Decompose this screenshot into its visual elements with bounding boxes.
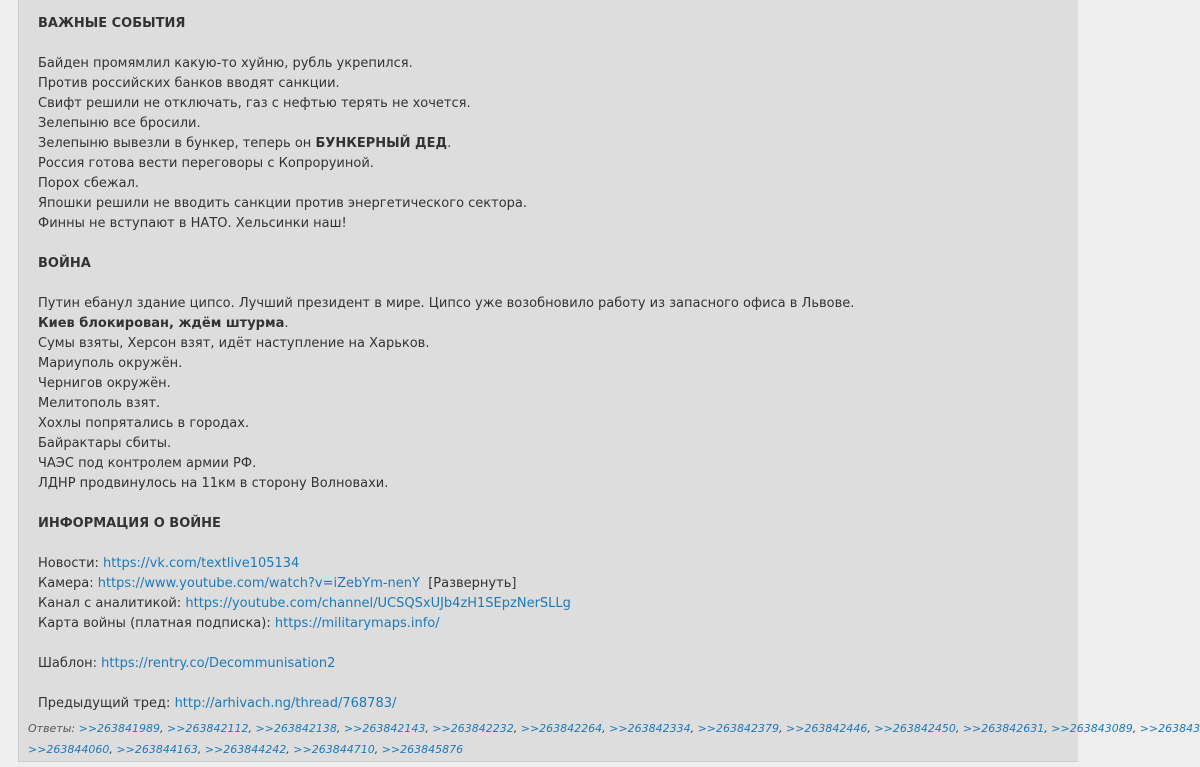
post-line: Мелитополь взят. xyxy=(38,396,161,411)
reply-separator: , xyxy=(109,743,117,756)
post-line: Мариуполь окружён. xyxy=(38,356,183,371)
news-link[interactable]: https://vk.com/textlive105134 xyxy=(103,556,300,571)
post-text: Зелепыню вывезли в бункер, теперь он xyxy=(38,136,316,151)
post-line: Против российских банков вводят санкции. xyxy=(38,76,340,91)
section-heading-war: ВОЙНА xyxy=(38,256,91,271)
section-heading-info: ИНФОРМАЦИЯ О ВОЙНЕ xyxy=(38,516,221,531)
post-line xyxy=(38,134,854,154)
post-line xyxy=(38,574,854,594)
reply-link[interactable]: >>263844060 xyxy=(28,743,110,756)
reply-separator: , xyxy=(955,722,963,735)
reply-link[interactable]: >>263842138 xyxy=(255,722,337,735)
post-line: Япошки решили не вводить санкции против энергетического сектора. xyxy=(38,196,528,211)
template-label: Шаблон: xyxy=(38,656,102,671)
post-line: Байден промямлил какую-то хуйню, рубль укрепился. xyxy=(38,56,413,71)
reply-separator: , xyxy=(1044,722,1052,735)
reply-link[interactable]: >>263841989 xyxy=(78,722,161,735)
prev-thread-link[interactable]: http://arhivach.ng/thread/768783/ xyxy=(174,696,397,711)
reply-link[interactable]: >>263842143 xyxy=(343,722,426,735)
post-body xyxy=(38,14,854,714)
map-link[interactable]: https://militarymaps.info/ xyxy=(274,616,440,631)
reply-link[interactable]: >>263842631 xyxy=(962,722,1045,735)
reply-link[interactable]: >>263842379 xyxy=(697,722,779,735)
replies-row xyxy=(28,739,1128,760)
reply-separator: , xyxy=(513,722,521,735)
analytics-link[interactable]: https://youtube.com/channel/UCSQSxUJb4zH1SEpzNerSLLg xyxy=(185,596,571,611)
news-label: Новости: xyxy=(38,556,104,571)
template-link[interactable]: https://rentry.co/Decommunisation2 xyxy=(101,656,336,671)
reply-separator: , xyxy=(602,722,610,735)
post-line: Россия готова вести переговоры с Копроруиной. xyxy=(38,156,374,171)
post-line: Хохлы попрятались в городах. xyxy=(38,416,250,431)
reply-link[interactable]: >>263845876 xyxy=(381,743,464,756)
post-line xyxy=(38,594,854,614)
post-text: . xyxy=(284,316,289,331)
reply-separator: , xyxy=(160,722,168,735)
post-line: Финны не вступают в НАТО. Хельсинки наш! xyxy=(38,216,347,231)
analytics-label: Канал с аналитикой: xyxy=(38,596,186,611)
post-line xyxy=(38,554,854,574)
reply-separator: , xyxy=(690,722,698,735)
post-line: Байрактары сбиты. xyxy=(38,436,172,451)
post-line: Сумы взяты, Херсон взят, идёт наступление на Харьков. xyxy=(38,336,430,351)
reply-link[interactable]: >>263844163 xyxy=(116,743,198,756)
post-line xyxy=(38,614,854,634)
section-heading-important: ВАЖНЫЕ СОБЫТИЯ xyxy=(38,16,186,31)
reply-separator: , xyxy=(197,743,205,756)
replies-row xyxy=(28,718,1200,739)
reply-link[interactable]: >>263842334 xyxy=(609,722,691,735)
reply-link[interactable]: >>263842446 xyxy=(786,722,868,735)
post-line xyxy=(38,694,854,714)
reply-separator: , xyxy=(425,722,433,735)
reply-link[interactable]: >>263844242 xyxy=(204,743,287,756)
post-line: Порох сбежал. xyxy=(38,176,140,191)
reply-link[interactable]: >>263842264 xyxy=(520,722,603,735)
post xyxy=(18,0,1200,762)
reply-link[interactable]: >>263842450 xyxy=(874,722,956,735)
post-line: ЛДНР продвинулось на 11км в сторону Волновахи. xyxy=(38,476,389,491)
post-line xyxy=(38,654,854,674)
reply-separator: , xyxy=(779,722,786,735)
post-line xyxy=(38,314,854,334)
reply-separator: , xyxy=(1132,722,1140,735)
bold-text: БУНКЕРНЫЙ ДЕД xyxy=(315,136,448,151)
reply-separator: , xyxy=(336,722,344,735)
reply-separator: , xyxy=(248,722,256,735)
replies xyxy=(28,718,1200,760)
post-line: Зелепыню все бросили. xyxy=(38,116,201,131)
reply-separator: , xyxy=(286,743,294,756)
reply-separator: , xyxy=(867,722,875,735)
post-line: Путин ебанул здание ципсо. Лучший президент в мире. Ципсо уже возобновило работу из запасного офиса в Львове. xyxy=(38,296,855,311)
reply-link[interactable]: >>263844710 xyxy=(293,743,375,756)
reply-link[interactable]: >>263842232 xyxy=(432,722,514,735)
camera-link[interactable]: https://www.youtube.com/watch?v=iZebYm-nenY xyxy=(97,576,420,591)
prev-thread-label: Предыдущий тред: xyxy=(38,696,175,711)
reply-separator: , xyxy=(374,743,382,756)
post-line: Свифт решили не отключать, газ с нефтью терять не хочется. xyxy=(38,96,471,111)
reply-link[interactable]: >>263843089 xyxy=(1051,722,1133,735)
post-line: Чернигов окружён. xyxy=(38,376,171,391)
bold-text: Киев блокирован, ждём штурма xyxy=(38,316,285,331)
reply-link[interactable]: >>263843 xyxy=(1139,722,1200,735)
expand-button[interactable]: [Развернуть] xyxy=(428,576,517,591)
reply-link[interactable]: >>263842112 xyxy=(167,722,249,735)
camera-label: Камера: xyxy=(38,576,98,591)
post-line: ЧАЭС под контролем армии РФ. xyxy=(38,456,257,471)
replies-label: Ответы: xyxy=(28,722,76,735)
post-text: . xyxy=(447,136,452,151)
map-label: Карта войны (платная подписка): xyxy=(38,616,275,631)
